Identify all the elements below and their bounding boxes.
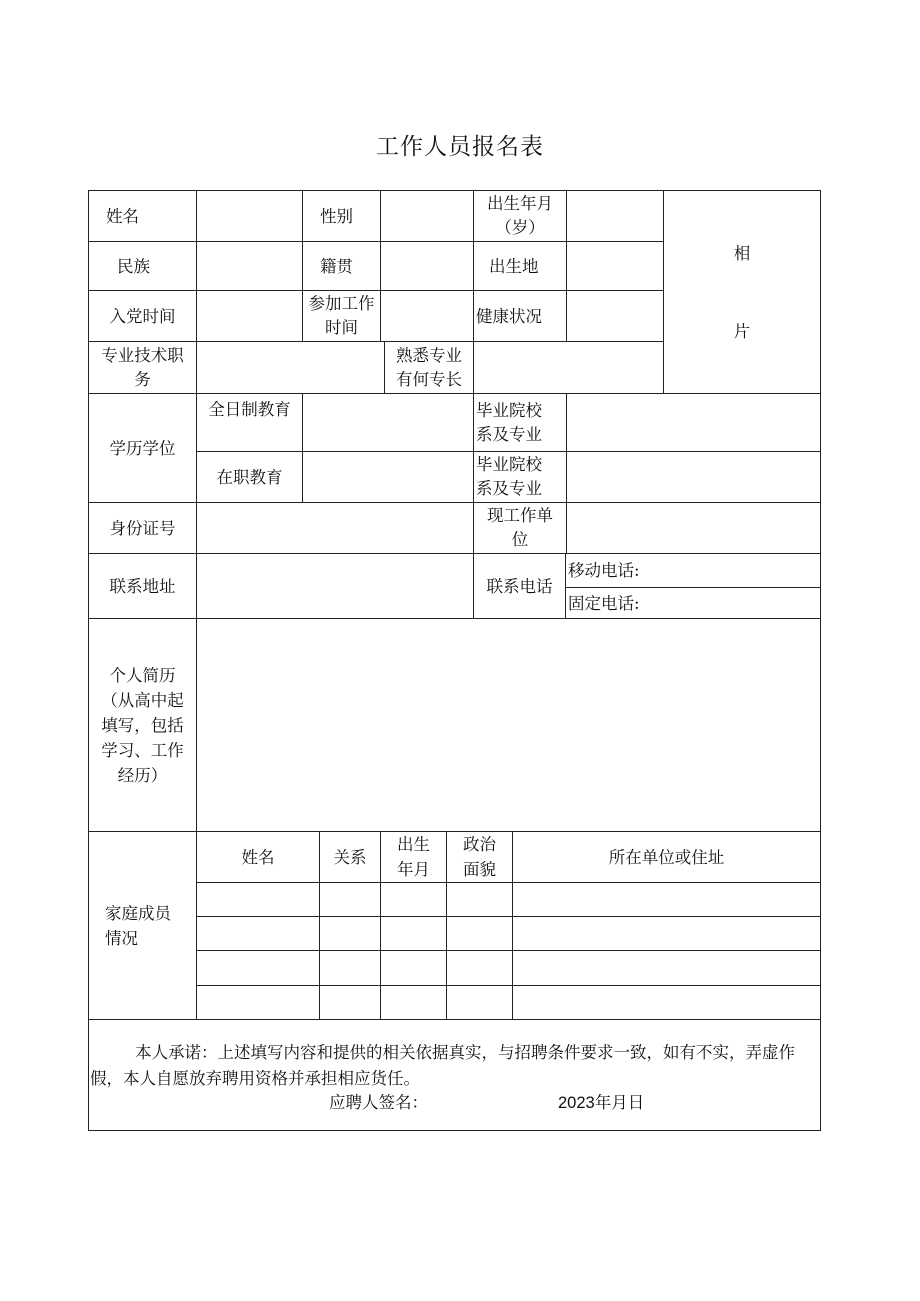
resume-input[interactable] — [197, 619, 820, 831]
name-input[interactable] — [197, 191, 302, 241]
landline-phone-field[interactable]: 固定电话: — [568, 593, 640, 613]
gender-label: 性别 — [320, 206, 353, 226]
current-employer-input[interactable] — [567, 503, 820, 553]
party-date-input[interactable] — [197, 291, 302, 341]
photo-label-top: 相 — [733, 243, 751, 263]
photo-label-bottom: 片 — [733, 321, 751, 341]
family-row[interactable] — [197, 951, 820, 985]
resume-label: 个人简历 （从高中起 填写，包括 学习、工作 经历） — [101, 665, 184, 785]
address-input[interactable] — [197, 554, 473, 618]
phone-label: 联系电话 — [486, 576, 553, 596]
family-col-address: 所在单位或住址 — [608, 847, 725, 867]
native-place-input[interactable] — [381, 242, 473, 290]
birth-date-label: 出生年月 （岁） — [487, 194, 553, 237]
fulltime-school-label: 毕业院校 系及专业 — [476, 400, 542, 444]
ethnicity-label: 民族 — [117, 256, 150, 276]
fulltime-education-label: 全日制教育 — [208, 400, 291, 419]
professional-title-label: 专业技术职 务 — [101, 345, 184, 389]
specialty-label: 熟悉专业 有何专长 — [396, 345, 462, 389]
mobile-phone-field[interactable]: 移动电话: — [568, 561, 640, 580]
fulltime-school-input[interactable] — [567, 394, 820, 451]
form-title: 工作人员报名表 — [376, 134, 544, 160]
native-place-label: 籍贯 — [320, 256, 353, 276]
inservice-education-label: 在职教育 — [216, 467, 283, 487]
health-input[interactable] — [567, 291, 663, 341]
sign-date: 2023年月日 — [558, 1094, 645, 1112]
inservice-school-input[interactable] — [567, 452, 820, 502]
education-label: 学历学位 — [109, 438, 176, 458]
family-col-birth: 出生 年月 — [397, 835, 430, 879]
professional-title-input[interactable] — [197, 342, 384, 393]
fulltime-education-input[interactable] — [303, 394, 473, 451]
family-row[interactable] — [197, 917, 820, 950]
party-date-label: 入党时间 — [109, 306, 176, 326]
address-label: 联系地址 — [109, 576, 176, 596]
signature-field[interactable] — [430, 1090, 550, 1116]
pledge-text: 本人承诺：上述填写内容和提供的相关依据真实，与招聘条件要求一致，如有不实，弄虚作假，本人自愿放弃聘用资格并承担相应货任。 — [90, 1043, 795, 1088]
grid-line — [820, 190, 821, 1131]
family-col-name: 姓名 — [241, 847, 275, 867]
ethnicity-input[interactable] — [197, 242, 302, 290]
grid-line — [88, 1019, 821, 1020]
birthplace-input[interactable] — [567, 242, 663, 290]
birth-date-input[interactable] — [567, 191, 663, 241]
gender-input[interactable] — [381, 191, 473, 241]
inservice-education-input[interactable] — [303, 452, 473, 502]
specialty-input[interactable] — [474, 342, 663, 393]
health-label: 健康状况 — [476, 306, 542, 326]
birthplace-label: 出生地 — [489, 256, 539, 276]
family-label: 家庭成员 情况 — [105, 903, 171, 948]
id-number-label: 身份证号 — [109, 518, 176, 538]
photo-area[interactable] — [664, 191, 820, 393]
signature-label: 应聘人签名： — [329, 1093, 428, 1112]
work-start-label: 参加工作 时间 — [308, 294, 375, 337]
id-number-input[interactable] — [197, 503, 473, 553]
name-label: 姓名 — [106, 206, 139, 226]
inservice-school-label: 毕业院校 系及专业 — [476, 455, 542, 498]
family-row[interactable] — [197, 883, 820, 916]
current-employer-label: 现工作单 位 — [487, 506, 553, 549]
grid-line — [88, 1130, 821, 1131]
family-col-political: 政治 面貌 — [463, 835, 496, 879]
family-row[interactable] — [197, 986, 820, 1019]
family-col-relation: 关系 — [333, 847, 367, 867]
work-start-input[interactable] — [381, 291, 473, 341]
